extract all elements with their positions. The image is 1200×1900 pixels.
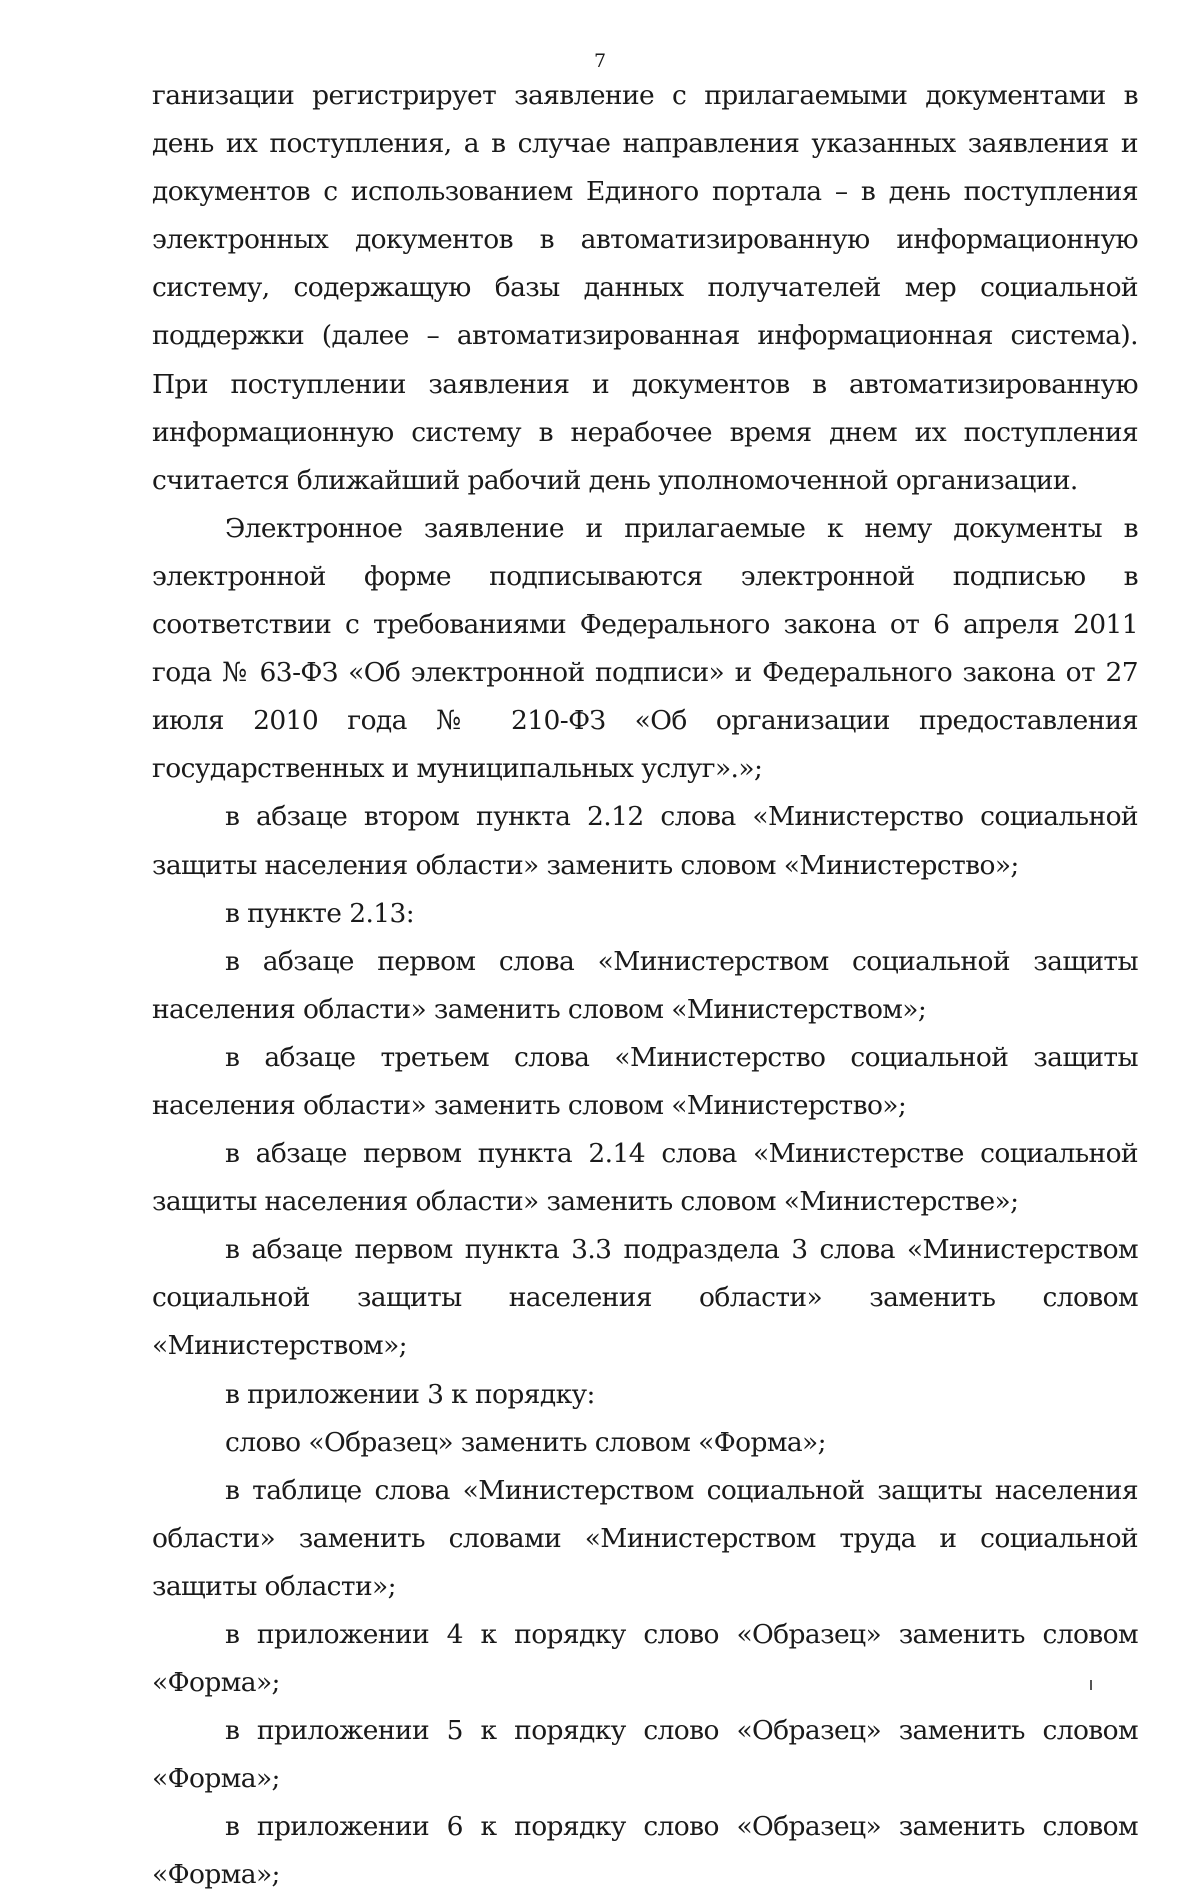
scan-artifact bbox=[1090, 1680, 1092, 1690]
paragraph: в приложении 5 к порядку слово «Образец» заменить словом «Форма»; bbox=[152, 1715, 1138, 1795]
paragraph: в абзаце третьем слова «Министерство социальной защиты населения области» заменить словом «Министерство»; bbox=[152, 1041, 1138, 1121]
paragraph: в пункте 2.13: bbox=[225, 897, 415, 929]
paragraph: в приложении 6 к порядку слово «Образец» заменить словом «Форма»; bbox=[152, 1811, 1138, 1891]
document-body bbox=[152, 72, 1138, 1900]
page-number: 7 bbox=[593, 50, 607, 72]
paragraph: в абзаце первом пункта 3.3 подраздела 3 слова «Министерством социальной защиты населения области» заменить словом «Министерством»; bbox=[152, 1234, 1138, 1362]
paragraph: в приложении 4 к порядку слово «Образец» заменить словом «Форма»; bbox=[152, 1619, 1138, 1699]
paragraph: в абзаце первом пункта 2.14 слова «Министерстве социальной защиты населения области» заменить словом «Министерстве»; bbox=[152, 1138, 1138, 1218]
paragraph: в абзаце первом слова «Министерством социальной защиты населения области» заменить словом «Министерством»; bbox=[152, 945, 1138, 1025]
paragraph: в абзаце втором пункта 2.12 слова «Министерство социальной защиты населения области» заменить словом «Министерство»; bbox=[152, 801, 1138, 881]
paragraph: в приложении 3 к порядку: bbox=[225, 1378, 595, 1410]
paragraph: ганизации регистрирует заявление с прилагаемыми документами в день их поступления, а в случае направления указанных заявления и документов с использованием Единого портала – в день поступления электронных документов в автоматизированную информационную систему, содержащую базы данных получателей мер социальной поддержки (далее – автоматизированная информационная система). При поступлении заявления и документов в автоматизированную информационную систему в нерабочее время днем их поступления считается ближайший рабочий день уполномоченной организации. bbox=[152, 80, 1138, 496]
paragraph: слово «Образец» заменить словом «Форма»; bbox=[225, 1426, 827, 1458]
paragraph: Электронное заявление и прилагаемые к нему документы в электронной форме подписываются электронной подписью в соответствии с требованиями Федерального закона от 6 апреля 2011 года № 63-ФЗ «Об электронной подписи» и Федерального закона от 27 июля 2010 года № 210-ФЗ «Об организации предоставления государственных и муниципальных услуг».»; bbox=[152, 512, 1138, 785]
paragraph: в таблице слова «Министерством социальной защиты населения области» заменить словами «Министерством труда и социальной защиты области»; bbox=[152, 1474, 1138, 1602]
